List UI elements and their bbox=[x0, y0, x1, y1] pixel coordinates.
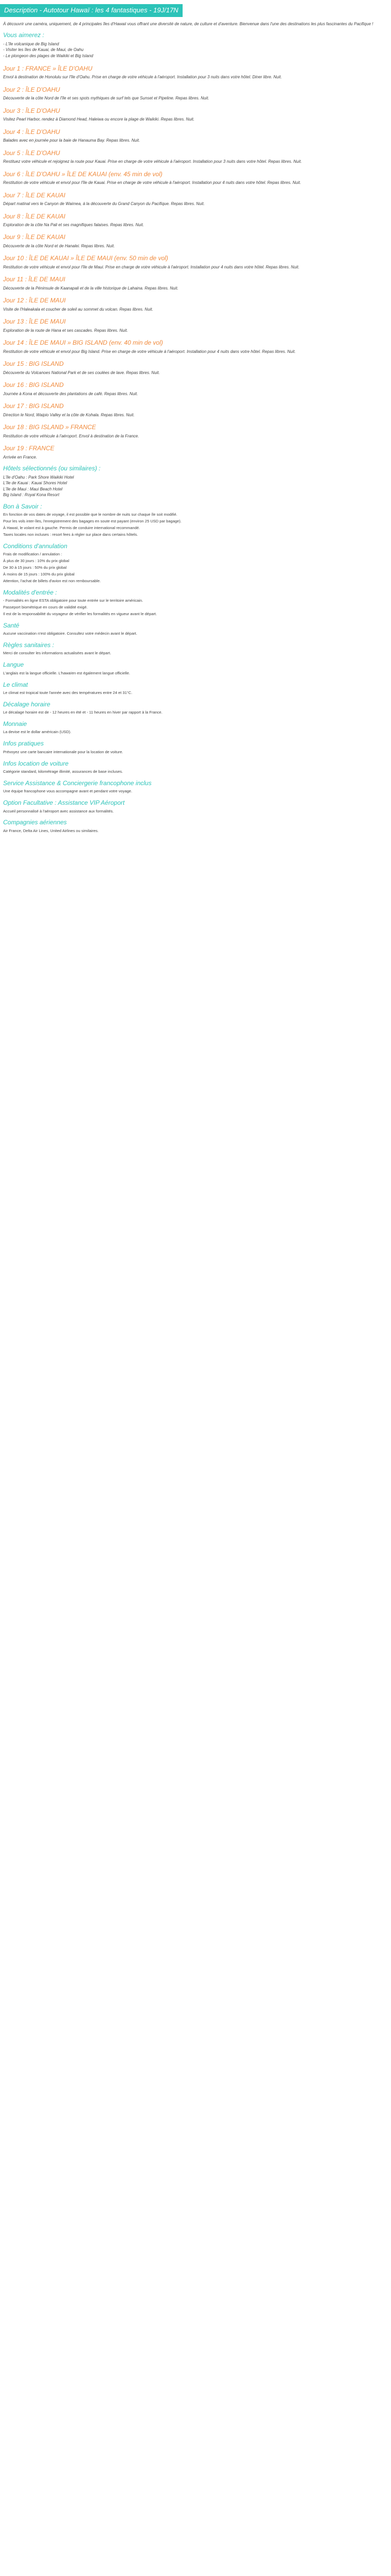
infos-heading: Infos pratiques bbox=[3, 740, 44, 748]
regles-text: Merci de consulter les informations actualisées avant le départ. bbox=[3, 651, 111, 656]
compagnies-text: Air France, Delta Air Lines, United Airlines ou similaires. bbox=[3, 828, 99, 833]
day-title: Jour 10 : ÎLE DE KAUAI » ÎLE DE MAUI (env. 50 min de vol) bbox=[3, 255, 168, 262]
formalites-paragraph: Il est de la responsabilité du voyageur de vérifier les formalités en vigueur avant le départ. bbox=[3, 611, 157, 616]
decalage-text: Le décalage horaire est de - 12 heures en été et - 11 heures en hiver par rapport à la France. bbox=[3, 710, 162, 715]
location-heading: Infos location de voiture bbox=[3, 759, 69, 767]
day-title: Jour 14 : ÎLE DE MAUI » BIG ISLAND (env. 40 min de vol) bbox=[3, 339, 163, 347]
bon_voyage-paragraph: Pour les vols inter-îles, l'enregistrement des bagages en soute est payant (environ 25 USD par bagage). bbox=[3, 519, 182, 524]
option-heading: Option Facultative : Assistance VIP Aéroport bbox=[3, 799, 125, 807]
conditions-heading: Conditions d'annulation bbox=[3, 542, 68, 550]
conditions-paragraph: De 30 à 15 jours : 50% du prix global bbox=[3, 565, 67, 570]
hotel-item: L'île de Maui : Maui Beach Hotel bbox=[3, 486, 62, 492]
hotel-item: L'île de Kauai : Kauai Shores Hotel bbox=[3, 481, 67, 486]
day-text: Visite de l'Haleakala et coucher de soleil au sommet du volcan. Repas libres. Nuit. bbox=[3, 307, 153, 312]
climat-text: Le climat est tropical toute l'année avec des températures entre 24 et 31°C. bbox=[3, 690, 133, 695]
day-text: Découverte de la Péninsule de Kaanapali et de la ville historique de Lahaina. Repas libres. Nuit. bbox=[3, 285, 178, 291]
location-text: Catégorie standard, kilométrage illimité, assurances de base incluses. bbox=[3, 769, 123, 774]
day-title: Jour 8 : ÎLE DE KAUAI bbox=[3, 212, 66, 220]
day-title: Jour 7 : ÎLE DE KAUAI bbox=[3, 191, 66, 199]
atouts-list bbox=[3, 41, 388, 59]
infos-text: Prévoyez une carte bancaire internationale pour la location de voiture. bbox=[3, 749, 123, 754]
compagnies-heading: Compagnies aériennes bbox=[3, 819, 67, 826]
day-text: Visitez Pearl Harbor, rendez à Diamond Head, Haleiwa ou encore la plage de Waikiki. Repas libres. Nuit. bbox=[3, 116, 195, 122]
conditions-paragraph: À moins de 15 jours : 100% du prix global bbox=[3, 571, 75, 577]
langue-heading: Langue bbox=[3, 661, 24, 669]
day-title: Jour 16 : BIG ISLAND bbox=[3, 381, 64, 389]
day-text: Direction le Nord, Waipio Valley et la côte de Kohala. Repas libres. Nuit. bbox=[3, 412, 135, 417]
day-title: Jour 2 : ÎLE D'OAHU bbox=[3, 86, 60, 93]
atouts-heading: Vous aimerez : bbox=[3, 31, 44, 39]
day-title: Jour 3 : ÎLE D'OAHU bbox=[3, 107, 60, 114]
atout-item: - Visiter les îles de Kauai, de Maui, de Oahu bbox=[3, 47, 84, 53]
conditions-paragraph: Attention, l'achat de billets d'avion est non remboursable. bbox=[3, 578, 101, 583]
day-title: Jour 15 : BIG ISLAND bbox=[3, 360, 64, 368]
day-title: Jour 6 : ÎLE D'OAHU » ÎLE DE KAUAI (env. 45 min de vol) bbox=[3, 170, 162, 178]
regles-heading: Règles sanitaires : bbox=[3, 641, 54, 649]
page-title: Description - Autotour Hawaï : les 4 fantastiques - 19J/17N bbox=[0, 4, 183, 17]
hotels-heading: Hôtels sélectionnés (ou similaires) : bbox=[3, 465, 101, 472]
conditions-paragraph: À plus de 30 jours : 10% du prix global bbox=[3, 558, 69, 564]
info-blocks bbox=[0, 502, 391, 834]
atouts-section bbox=[0, 31, 391, 59]
day-text: Balades avec en journée pour la baie de Hanauma Bay. Repas libres. Nuit. bbox=[3, 138, 140, 143]
day-text: Restitution de votre véhicule et envol pour Big Island. Prise en charge de votre véhicule à l'aéroport. Installation pour 4 nuits dans votre hôtel. Repas libres. Nuit. bbox=[3, 349, 296, 354]
day-text: Exploration de la route de Hana et ses cascades. Repas libres. Nuit. bbox=[3, 328, 128, 333]
bon_voyage-paragraph: À Hawaï, le volant est à gauche. Permis de conduire international recommandé. bbox=[3, 526, 140, 531]
hotel-item: Big Island : Royal Kona Resort bbox=[3, 493, 59, 498]
day-title: Jour 9 : ÎLE DE KAUAI bbox=[3, 233, 66, 241]
bon_voyage-paragraph: Taxes locales non incluses : resort fees à régler sur place dans certains hôtels. bbox=[3, 532, 138, 537]
day-text: Arrivée en France. bbox=[3, 454, 37, 460]
page bbox=[0, 0, 391, 838]
intro-text: À découvrir une caméra, uniquement, de 4 principales îles d'Hawaii vous offrant une diversité de nature, de culture et d'aventure. Bienvenue dans l'une des destinations les plus fascinantes du Pacifique ! bbox=[3, 21, 373, 26]
day-title: Jour 18 : BIG ISLAND » FRANCE bbox=[3, 423, 96, 431]
service-text: Une équipe francophone vous accompagne avant et pendant votre voyage. bbox=[3, 789, 133, 794]
decalage-heading: Décalage horaire bbox=[3, 700, 51, 708]
day-text: Envol à destination de Honolulu sur l'île d'Oahu. Prise en charge de votre véhicule à l'aéroport. Installation pour 3 nuits dans votre hôtel. Diner libre. Nuit. bbox=[3, 75, 282, 79]
hotels-list bbox=[3, 474, 388, 498]
monnaie-text: La devise est le dollar américain (USD). bbox=[3, 730, 72, 735]
climat-heading: Le climat bbox=[3, 681, 28, 688]
atout-item: - Le plongeon des plages de Waikiki et Big Island bbox=[3, 54, 93, 59]
service-heading: Service Assistance & Conciergerie francophone inclus bbox=[3, 779, 152, 787]
day-title: Jour 17 : BIG ISLAND bbox=[3, 402, 64, 410]
bon_voyage-paragraph: En fonction de vos dates de voyage, il est possible que le nombre de nuits sur chaque île soit modifié. bbox=[3, 512, 177, 517]
day-text: Découverte du Volcanoes National Park et de ses coulées de lave. Repas libres. Nuit. bbox=[3, 370, 160, 375]
day-title: Jour 19 : FRANCE bbox=[3, 445, 55, 452]
option-text: Accueil personnalisé à l'aéroport avec assistance aux formalités. bbox=[3, 808, 114, 814]
bon_voyage-heading: Bon à Savoir : bbox=[3, 503, 42, 511]
day-text: Découverte de la côte Nord et de Hanalei. Repas libres. Nuit. bbox=[3, 243, 115, 248]
hotel-item: L'île d'Oahu : Park Shore Waikiki Hotel bbox=[3, 474, 74, 480]
day-text: Restitution de votre véhicule à l'aéroport. Envol à destination de la France. bbox=[3, 433, 139, 438]
day-text: Restitution de votre véhicule et envol pour l'île de Kauai. Prise en charge de votre véhicule à l'aéroport. Installation pour 4 nuits dans votre hôtel. Repas libres. Nuit. bbox=[3, 180, 301, 185]
conditions-paragraph: Frais de modification / annulation : bbox=[3, 552, 62, 557]
day-title: Jour 13 : ÎLE DE MAUI bbox=[3, 318, 66, 326]
day-title: Jour 11 : ÎLE DE MAUI bbox=[3, 276, 66, 283]
day-text: Départ matinal vers le Canyon de Waimea, à la découverte du Grand Canyon du Pacifique. Repas libres. Nuit. bbox=[3, 201, 205, 206]
day-title: Jour 1 : FRANCE » ÎLE D'OAHU bbox=[3, 64, 93, 72]
formalites-paragraph: Passeport biométrique en cours de validité exigé. bbox=[3, 605, 88, 609]
day-text: Exploration de la côte Na Pali et ses magnifiques falaises. Repas libres. Nuit. bbox=[3, 222, 144, 227]
intro-section bbox=[0, 21, 391, 27]
day-title: Jour 5 : ÎLE D'OAHU bbox=[3, 149, 60, 157]
day-title: Jour 12 : ÎLE DE MAUI bbox=[3, 297, 66, 304]
monnaie-heading: Monnaie bbox=[3, 720, 27, 728]
hotels-section bbox=[0, 464, 391, 498]
day-text: Restitution de votre véhicule et envol pour l'île de Maui. Prise en charge de votre véhicule à l'aéroport. Installation pour 4 nuits dans votre hôtel. Repas libres. Nuit. bbox=[3, 264, 300, 269]
day-text: Découverte de la côte Nord de l'île et ses spots mythiques de surf tels que Sunset et Pipeline. Repas libres. Nuit. bbox=[3, 95, 209, 100]
formalites-paragraph: - Formalités en ligne ESTA obligatoire pour toute entrée sur le territoire américain. bbox=[3, 598, 143, 603]
sante-heading: Santé bbox=[3, 621, 20, 629]
sante-text: Aucune vaccination n'est obligatoire. Consultez votre médecin avant le départ. bbox=[3, 631, 137, 636]
day-text: Journée à Kona et découverte des plantations de café. Repas libres. Nuit. bbox=[3, 391, 138, 396]
formalites-heading: Modalités d'entrée : bbox=[3, 588, 57, 596]
day-text: Restituez votre véhicule et rejoignez la route pour Kauai. Prise en charge de votre véhicule à l'aéroport. Installation pour 3 nuits dans votre hôtel. Repas libres. Nuit. bbox=[3, 159, 302, 164]
day-title: Jour 4 : ÎLE D'OAHU bbox=[3, 128, 60, 135]
atout-item: - L'île volcanique de Big Island bbox=[3, 41, 59, 46]
langue-text: L'anglais est la langue officielle. L'hawaïen est également langue officielle. bbox=[3, 670, 131, 675]
itinerary bbox=[0, 64, 391, 461]
